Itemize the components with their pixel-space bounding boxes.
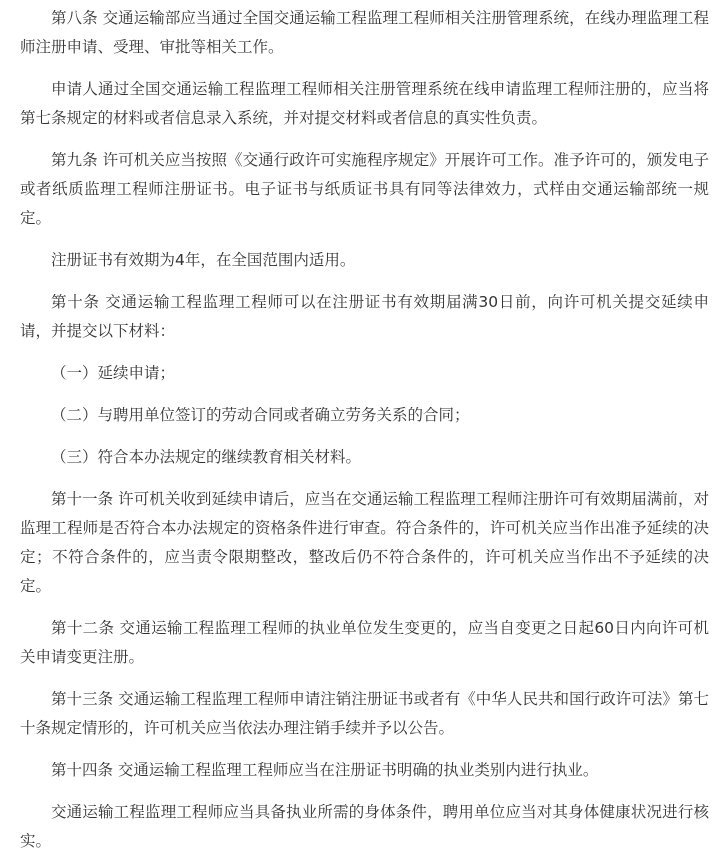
- paragraph-gap: [20, 233, 709, 246]
- paragraph-article-10: 第十条 交通运输工程监理工程师可以在注册证书有效期届满30日前，向许可机关提交延续申请，并提交以下材料：: [20, 293, 709, 340]
- paragraph-gap: [20, 785, 709, 798]
- list-item-1: （一）延续申请；: [51, 364, 176, 382]
- paragraph-gap: [20, 472, 709, 485]
- paragraph-validity: 注册证书有效期为4年，在全国范围内适用。: [51, 251, 356, 269]
- paragraph-gap: [20, 275, 709, 288]
- list-item-2: （二）与聘用单位签订的劳动合同或者确立劳务关系的合同；: [51, 406, 470, 424]
- paragraph-gap: [20, 601, 709, 614]
- list-item-3: （三）符合本办法规定的继续教育相关材料。: [51, 448, 362, 466]
- paragraph-article-8: 第八条 交通运输部应当通过全国交通运输工程监理工程师相关注册管理系统，在线办理监理工程师注册申请、受理、审批等相关工作。: [20, 9, 709, 56]
- paragraph-article-9: 第九条 许可机关应当按照《交通行政许可实施程序规定》开展许可工作。准予许可的，颁发电子或者纸质监理工程师注册证书。电子证书与纸质证书具有同等法律效力，式样由交通运输部统一规定。: [20, 151, 709, 227]
- paragraph-gap: [20, 346, 709, 359]
- paragraph-article-12: 第十二条 交通运输工程监理工程师的执业单位发生变更的，应当自变更之日起60日内向许可机关申请变更注册。: [20, 619, 709, 666]
- paragraph-applicant: 申请人通过全国交通运输工程监理工程师相关注册管理系统在线申请监理工程师注册的，应当将第七条规定的材料或者信息录入系统，并对提交材料或者信息的真实性负责。: [20, 80, 709, 127]
- paragraph-gap: [20, 430, 709, 443]
- paragraph-gap: [20, 672, 709, 685]
- paragraph-article-14: 第十四条 交通运输工程监理工程师应当在注册证书明确的执业类别内进行执业。: [51, 761, 599, 779]
- paragraph-gap: [20, 388, 709, 401]
- paragraph-health: 交通运输工程监理工程师应当具备执业所需的身体条件，聘用单位应当对其身体健康状况进行核实。: [20, 803, 709, 850]
- paragraph-gap: [20, 133, 709, 146]
- paragraph-gap: [20, 62, 709, 75]
- paragraph-gap: [20, 743, 709, 756]
- paragraph-article-13: 第十三条 交通运输工程监理工程师申请注销注册证书或者有《中华人民共和国行政许可法》第七十条规定情形的，许可机关应当依法办理注销手续并予以公告。: [20, 690, 709, 737]
- paragraph-article-11: 第十一条 许可机关收到延续申请后，应当在交通运输工程监理工程师注册许可有效期届满前，对监理工程师是否符合本办法规定的资格条件进行审查。符合条件的，许可机关应当作出准予延续的决定；不符合条件的，应当责令限期整改，整改后仍不符合条件的，许可机关应当作出不予延续的决定。: [20, 490, 709, 595]
